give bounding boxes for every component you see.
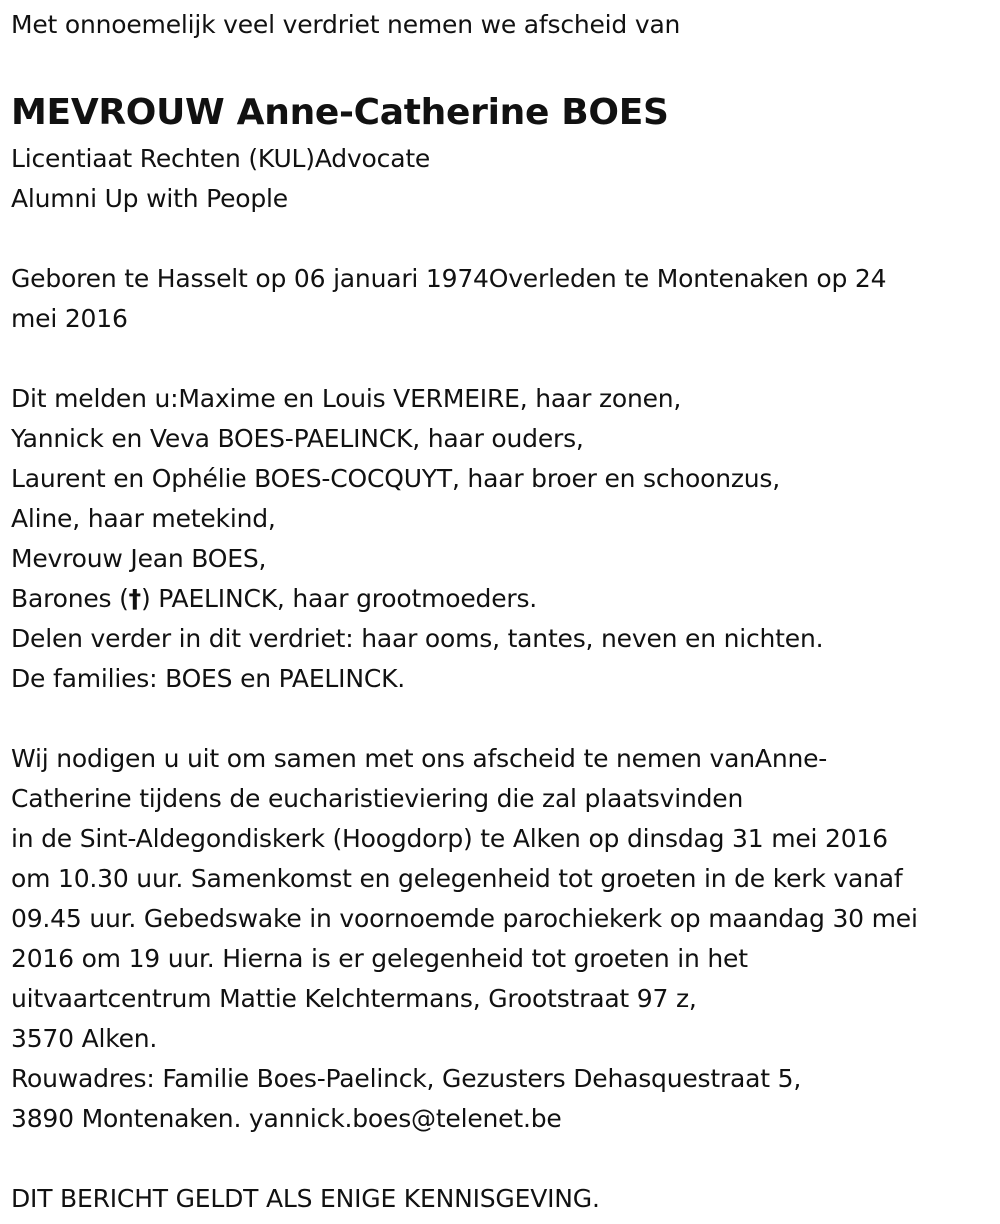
family-line: De families: BOES en PAELINCK. [11,664,406,693]
ceremony-line: 2016 om 19 uur. Hierna is er gelegenheid tot groeten in het [11,944,748,973]
family-line: Mevrouw Jean BOES, [11,544,267,573]
cross-icon: † [128,584,141,613]
family-line: Aline, haar metekind, [11,504,276,533]
address-line: 3890 Montenaken. yannick.boes@telenet.be [11,1104,562,1133]
ceremony-line: 09.45 uur. Gebedswake in voornoemde parochiekerk op maandag 30 mei [11,904,918,933]
ceremony-line: uitvaartcentrum Mattie Kelchtermans, Grootstraat 97 z, [11,984,697,1013]
family-line: Laurent en Ophélie BOES-COCQUYT, haar broer en schoonzus, [11,464,781,493]
obituary-notice [11,0,996,1219]
spacer [11,45,996,85]
grandmother-suffix: ) PAELINCK, haar grootmoeders. [140,584,538,613]
grandmother-prefix: Barones ( [11,584,129,613]
spacer [11,699,996,739]
ceremony-line: Wij nodigen u uit om samen met ons afscheid te nemen vanAnne- [11,744,828,773]
grandmother-line [11,579,996,619]
family-line: Delen verder in dit verdriet: haar ooms, tantes, neven en nichten. [11,624,824,653]
ceremony-line: 3570 Alken. [11,1024,158,1053]
family-line: Yannick en Veva BOES-PAELINCK, haar ouders, [11,424,584,453]
spacer [11,219,996,259]
ceremony-line: om 10.30 uur. Samenkomst en gelegenheid tot groeten in de kerk vanaf [11,864,903,893]
title-line: Alumni Up with People [11,184,288,213]
family-line: Dit melden u:Maxime en Louis VERMEIRE, haar zonen, [11,384,682,413]
ceremony-line: Catherine tijdens de eucharistieviering die zal plaatsvinden [11,784,744,813]
address-line: Rouwadres: Familie Boes-Paelinck, Gezusters Dehasquestraat 5, [11,1064,802,1093]
ceremony-line: in de Sint-Aldegondiskerk (Hoogdorp) te Alken op dinsdag 31 mei 2016 [11,824,888,853]
intro-text: Met onnoemelijk veel verdriet nemen we afscheid van [11,10,681,39]
deceased-name: MEVROUW Anne-Catherine BOES [11,92,669,133]
birth-death-line: mei 2016 [11,304,128,333]
spacer [11,1139,996,1179]
spacer [11,339,996,379]
closing-notice: DIT BERICHT GELDT ALS ENIGE KENNISGEVING. [11,1184,600,1213]
birth-death-line: Geboren te Hasselt op 06 januari 1974Overleden te Montenaken op 24 [11,264,887,293]
title-line: Licentiaat Rechten (KUL)Advocate [11,144,431,173]
